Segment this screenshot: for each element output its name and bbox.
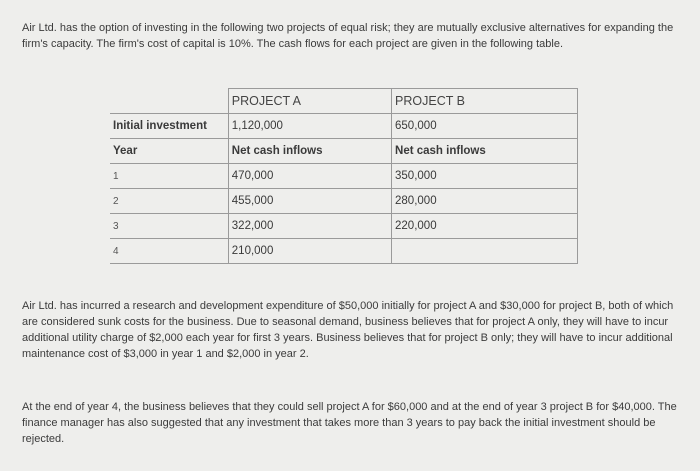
- cash-inflow-b: [392, 239, 578, 264]
- initial-investment-label: Initial investment: [110, 114, 228, 139]
- cash-inflow-b: 350,000: [392, 164, 578, 189]
- net-cash-inflows-b-label: Net cash inflows: [392, 139, 578, 164]
- table-row: [110, 164, 578, 189]
- cash-inflow-b: 220,000: [392, 214, 578, 239]
- year-label: Year: [110, 139, 228, 164]
- salvage-payback-paragraph: At the end of year 4, the business believes that they could sell project A for $60,000 and at the end of year 3 project B for $40,000. The finance manager has also suggested that any investment that takes more than 3 years to pay back the initial investment should be rejected.: [22, 401, 677, 445]
- table-header-row: [110, 89, 578, 114]
- cash-inflow-b: 280,000: [392, 189, 578, 214]
- table-row: [110, 239, 578, 264]
- table-row: [110, 214, 578, 239]
- cash-inflow-a: 210,000: [228, 239, 391, 264]
- header-project-a: PROJECT A: [228, 89, 391, 114]
- header-project-b: PROJECT B: [392, 89, 578, 114]
- cash-flow-table: [110, 88, 578, 264]
- subheader-row: [110, 139, 578, 164]
- intro-paragraph: Air Ltd. has the option of investing in the following two projects of equal risk; they are mutually exclusive alternatives for expanding the firm's capacity. The firm's cost of capital is 10%. The cash flows for each project are given in the following table.: [22, 22, 674, 50]
- initial-investment-row: [110, 114, 578, 139]
- cash-inflow-a: 455,000: [228, 189, 391, 214]
- header-empty-cell: [110, 89, 228, 114]
- year-cell: 4: [110, 239, 228, 264]
- year-cell: 1: [110, 164, 228, 189]
- net-cash-inflows-a-label: Net cash inflows: [228, 139, 391, 164]
- cash-inflow-a: 470,000: [228, 164, 391, 189]
- table-row: [110, 189, 578, 214]
- year-cell: 3: [110, 214, 228, 239]
- year-cell: 2: [110, 189, 228, 214]
- cash-inflow-a: 322,000: [228, 214, 391, 239]
- sunk-cost-paragraph: Air Ltd. has incurred a research and development expenditure of $50,000 initially for project A and $30,000 for project B, both of which are considered sunk costs for the business. Due to seasonal demand, business believes that for project A only, they will have to incur additional utility charge of $2,000 each year for first 3 years. Business believes that for project B only; they will have to incur additional maintenance cost of $3,000 in year 1 and $2,000 in year 2.: [22, 300, 674, 360]
- initial-investment-b: 650,000: [392, 114, 578, 139]
- initial-investment-a: 1,120,000: [228, 114, 391, 139]
